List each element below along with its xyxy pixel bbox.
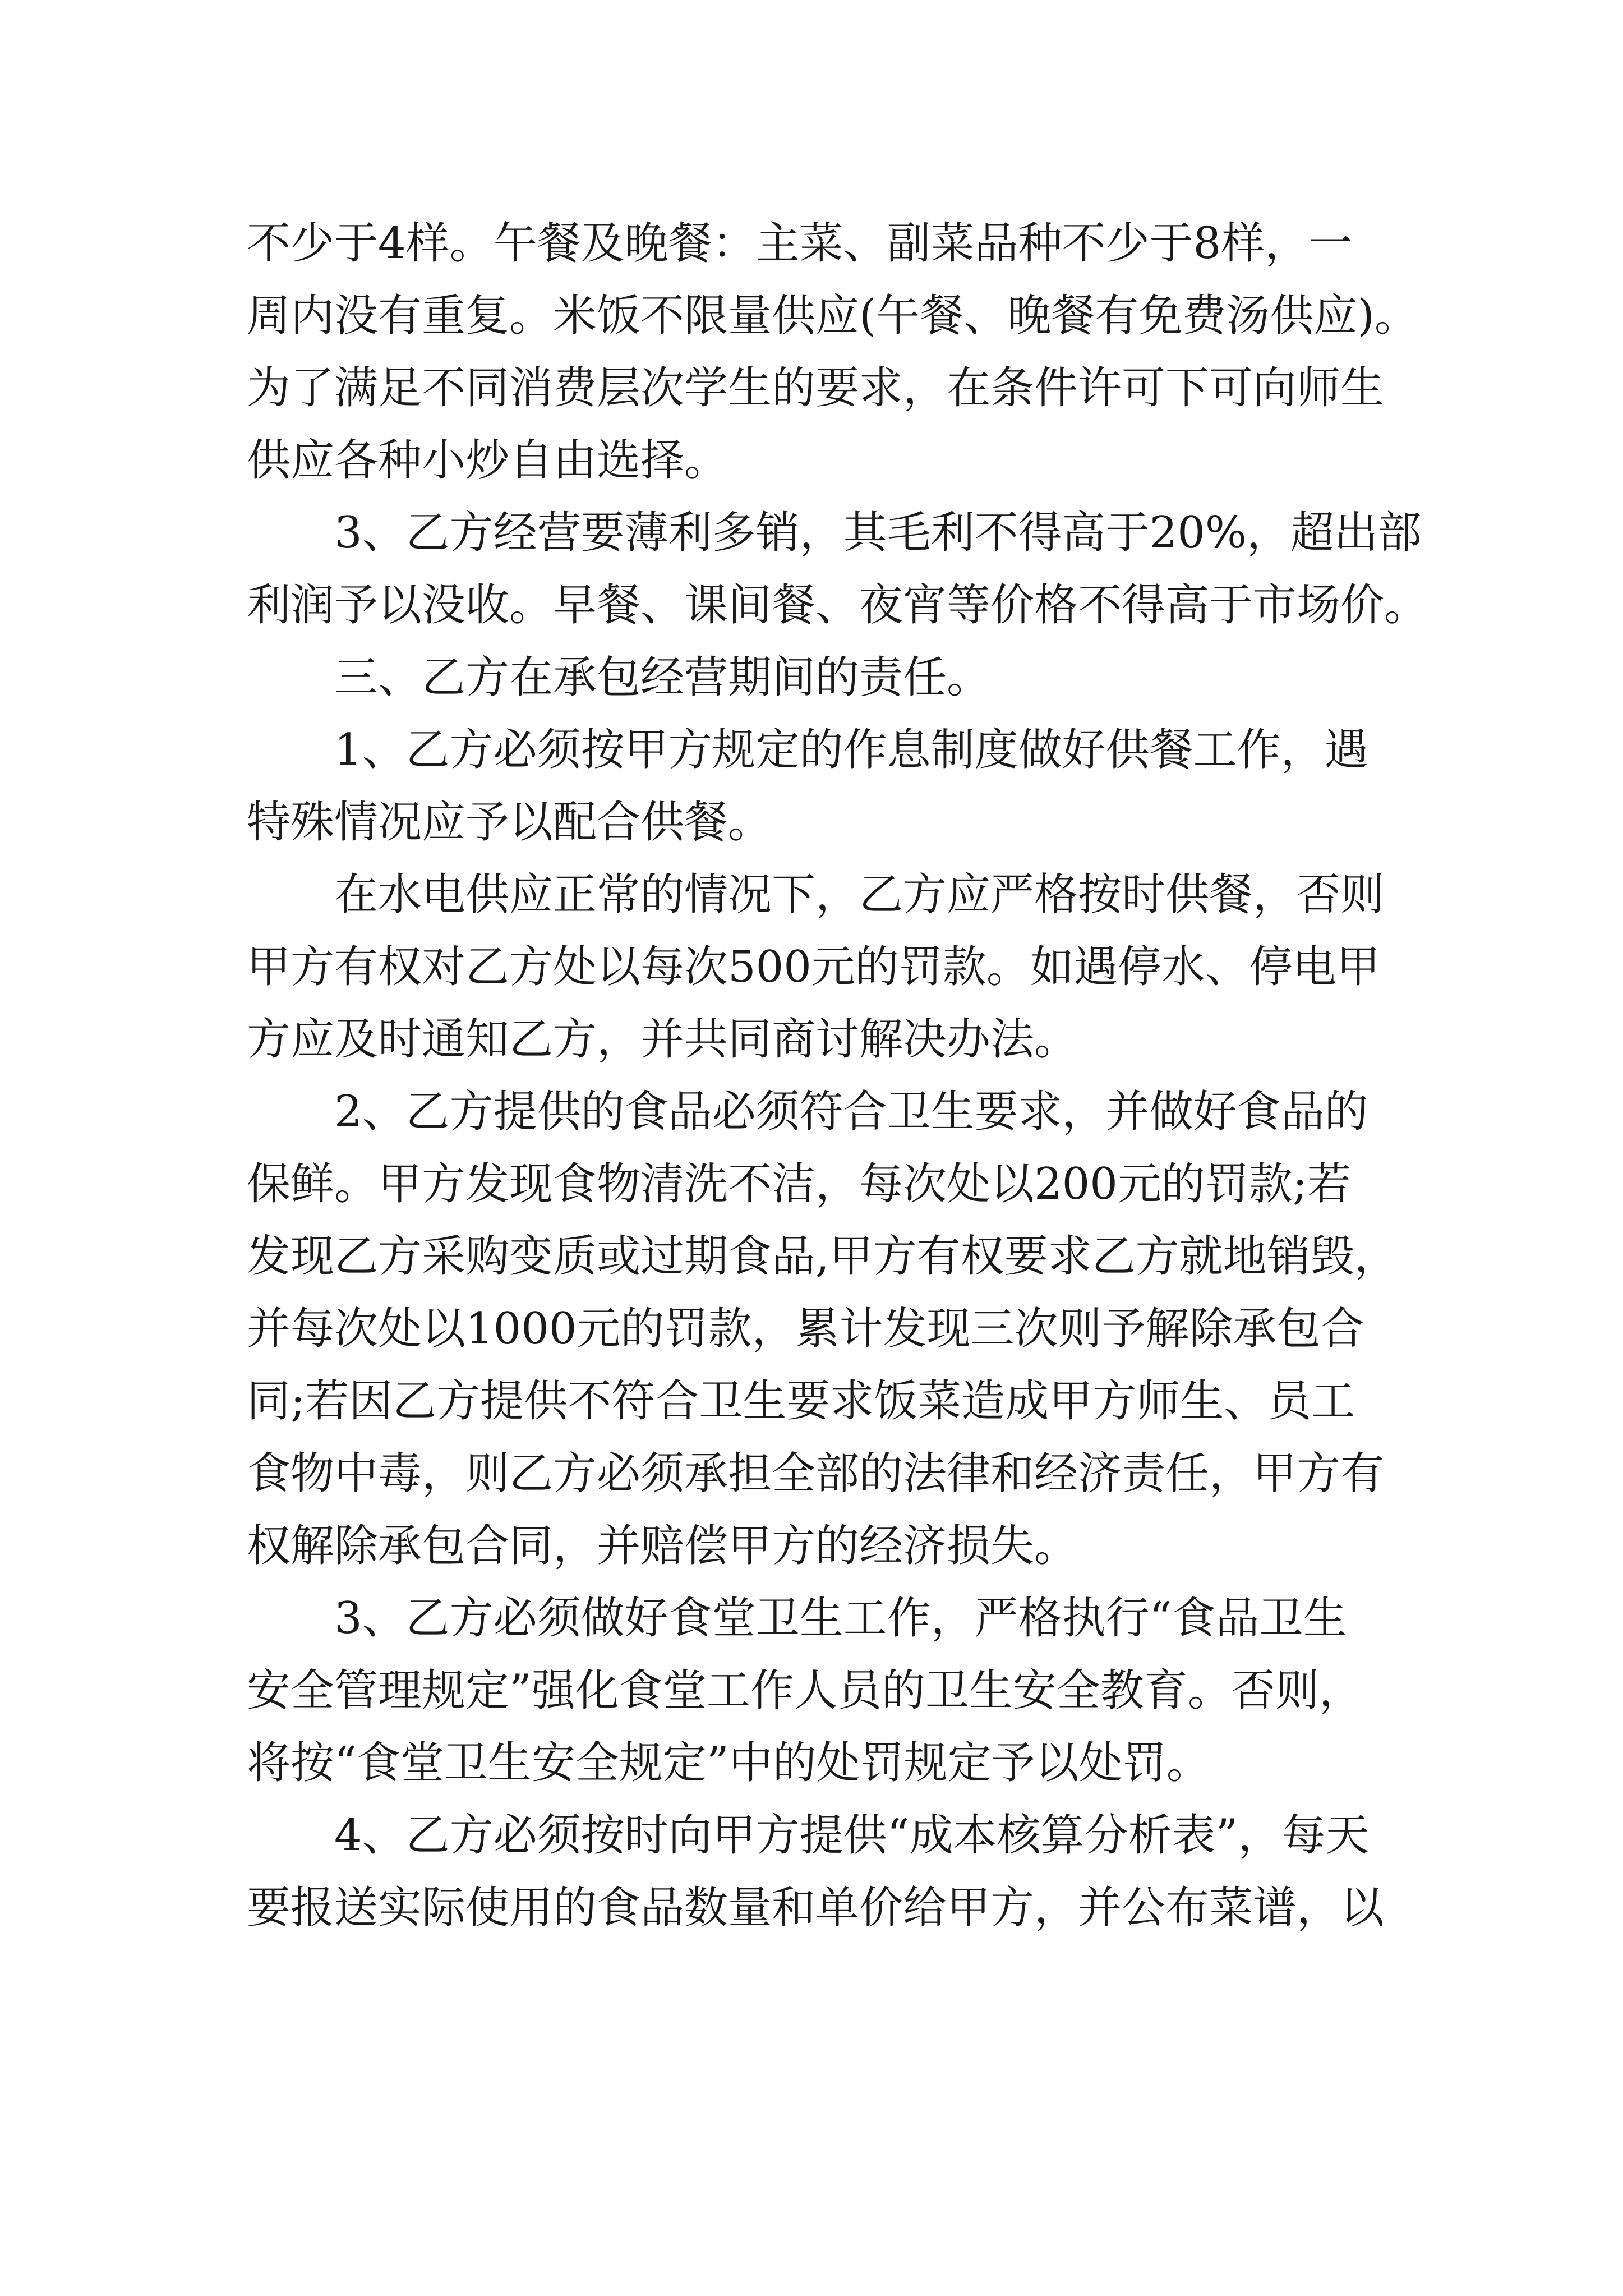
text-line: 发现乙方采购变质或过期食品,甲方有权要求乙方就地销毁，: [247, 1231, 1398, 1282]
text-line: 安全管理规定”强化食堂工作人员的卫生安全教育。否则，: [247, 1665, 1363, 1716]
text-line: 4、乙方必须按时向甲方提供“成本核算分析表”，每天: [334, 1810, 1370, 1861]
text-line: 保鲜。甲方发现食物清洗不洁，每次处以200元的罚款;若: [247, 1159, 1352, 1209]
text-line: 3、乙方经营要薄利多销，其毛利不得高于20%，超出部: [334, 508, 1422, 558]
text-line: 周内没有重复。米饭不限量供应(午餐、晚餐有免费汤供应)。: [247, 291, 1418, 341]
text-line: 权解除承包合同，并赔偿甲方的经济损失。: [247, 1521, 1078, 1571]
text-line: 食物中毒，则乙方必须承担全部的法律和经济责任，甲方有: [247, 1448, 1385, 1499]
text-line: 同;若因乙方提供不符合卫生要求饭菜造成甲方师生、员工: [247, 1376, 1355, 1427]
text-line: 甲方有权对乙方处以每次500元的罚款。如遇停水、停电甲: [247, 942, 1380, 992]
text-line: 供应各种小炒自由选择。: [247, 435, 728, 486]
text-line: 不少于4样。午餐及晚餐：主菜、副菜品种不少于8样，一: [247, 218, 1353, 269]
text-line: 要报送实际使用的食品数量和单价给甲方，并公布菜谱，以: [247, 1883, 1385, 1933]
text-line: 将按“食堂卫生安全规定”中的处罚规定予以处罚。: [247, 1738, 1210, 1788]
text-line: 在水电供应正常的情况下，乙方应严格按时供餐，否则: [334, 869, 1385, 920]
text-line: 1、乙方必须按甲方规定的作息制度做好供餐工作，遇: [334, 725, 1368, 775]
text-line: 为了满足不同消费层次学生的要求，在条件许可下可向师生: [247, 363, 1385, 413]
document-body: [247, 208, 1458, 1944]
text-line: 2、乙方提供的食品必须符合卫生要求，并做好食品的: [334, 1087, 1368, 1137]
text-line: 特殊情况应予以配合供餐。: [247, 797, 772, 848]
text-line: 方应及时通知乙方，并共同商讨解决办法。: [247, 1014, 1078, 1065]
text-line: 3、乙方必须做好食堂卫生工作，严格执行“食品卫生: [334, 1593, 1347, 1644]
text-line: 并每次处以1000元的罚款，累计发现三次则予解除承包合: [247, 1304, 1364, 1354]
text-line: 三、乙方在承包经营期间的责任。: [334, 652, 991, 703]
text-line: 利润予以没收。早餐、课间餐、夜宵等价格不得高于市场价。: [247, 580, 1428, 631]
